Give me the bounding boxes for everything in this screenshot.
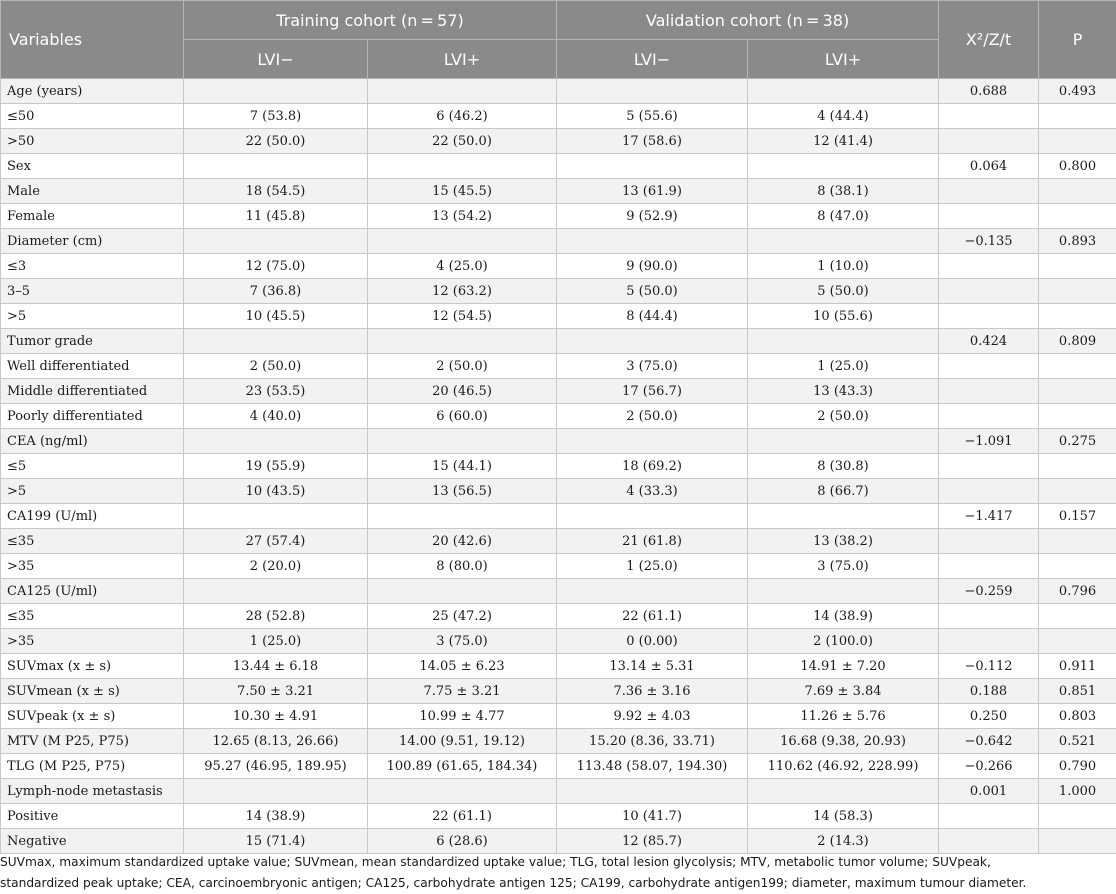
table-row [1, 679, 1116, 704]
validation-lvi-pos-cell: 10 (55.6) [748, 304, 939, 329]
validation-lvi-pos-cell: 2 (50.0) [748, 404, 939, 429]
test-statistic-cell [939, 604, 1039, 629]
training-lvi-pos-cell: 15 (44.1) [368, 454, 557, 479]
validation-lvi-pos-cell: 4 (44.4) [748, 104, 939, 129]
training-lvi-neg-cell [184, 579, 368, 604]
validation-lvi-pos-cell [748, 579, 939, 604]
p-value-cell [1039, 379, 1116, 404]
validation-lvi-neg-cell [557, 79, 748, 104]
validation-lvi-pos-cell: 14 (38.9) [748, 604, 939, 629]
header-validation-cohort: Validation cohort (n = 38) [557, 1, 939, 40]
p-value-cell: 0.893 [1039, 229, 1116, 254]
test-statistic-cell: 0.188 [939, 679, 1039, 704]
variable-cell: Female [1, 204, 184, 229]
p-value-cell [1039, 479, 1116, 504]
table-row [1, 479, 1116, 504]
p-value-cell [1039, 454, 1116, 479]
test-statistic-cell [939, 104, 1039, 129]
validation-lvi-neg-cell: 4 (33.3) [557, 479, 748, 504]
validation-lvi-pos-cell [748, 154, 939, 179]
training-lvi-neg-cell: 4 (40.0) [184, 404, 368, 429]
p-value-cell: 0.275 [1039, 429, 1116, 454]
training-lvi-pos-cell: 22 (50.0) [368, 129, 557, 154]
training-lvi-neg-cell: 19 (55.9) [184, 454, 368, 479]
table-row [1, 404, 1116, 429]
validation-lvi-pos-cell [748, 504, 939, 529]
test-statistic-cell [939, 529, 1039, 554]
training-lvi-pos-cell: 6 (60.0) [368, 404, 557, 429]
validation-lvi-neg-cell [557, 779, 748, 804]
validation-lvi-pos-cell: 13 (38.2) [748, 529, 939, 554]
training-lvi-neg-cell: 23 (53.5) [184, 379, 368, 404]
test-statistic-cell [939, 254, 1039, 279]
validation-lvi-neg-cell [557, 429, 748, 454]
header-p-value: P [1039, 1, 1116, 79]
validation-lvi-neg-cell [557, 579, 748, 604]
test-statistic-cell: 0.001 [939, 779, 1039, 804]
p-value-cell: 1.000 [1039, 779, 1116, 804]
training-lvi-neg-cell: 10 (45.5) [184, 304, 368, 329]
validation-lvi-neg-cell: 21 (61.8) [557, 529, 748, 554]
table-row [1, 154, 1116, 179]
training-lvi-pos-cell: 6 (28.6) [368, 829, 557, 854]
training-lvi-neg-cell: 10 (43.5) [184, 479, 368, 504]
training-lvi-pos-cell: 6 (46.2) [368, 104, 557, 129]
training-lvi-pos-cell [368, 504, 557, 529]
variable-cell: ≤35 [1, 604, 184, 629]
test-statistic-cell: 0.424 [939, 329, 1039, 354]
validation-lvi-pos-cell: 14.91 ± 7.20 [748, 654, 939, 679]
training-lvi-pos-cell: 8 (80.0) [368, 554, 557, 579]
validation-lvi-pos-cell: 1 (25.0) [748, 354, 939, 379]
validation-lvi-neg-cell [557, 229, 748, 254]
test-statistic-cell: 0.688 [939, 79, 1039, 104]
validation-lvi-pos-cell: 11.26 ± 5.76 [748, 704, 939, 729]
table-row [1, 829, 1116, 854]
variable-cell: Positive [1, 804, 184, 829]
p-value-cell: 0.800 [1039, 154, 1116, 179]
p-value-cell: 0.803 [1039, 704, 1116, 729]
training-lvi-pos-cell: 4 (25.0) [368, 254, 557, 279]
header-validation-lvi-pos: LVI+ [748, 40, 939, 79]
variable-cell: Sex [1, 154, 184, 179]
validation-lvi-pos-cell: 1 (10.0) [748, 254, 939, 279]
training-lvi-neg-cell: 13.44 ± 6.18 [184, 654, 368, 679]
variable-cell: Negative [1, 829, 184, 854]
variable-cell: >5 [1, 479, 184, 504]
table-row [1, 304, 1116, 329]
header-training-lvi-neg: LVI− [184, 40, 368, 79]
training-lvi-neg-cell [184, 79, 368, 104]
variable-cell: Diameter (cm) [1, 229, 184, 254]
validation-lvi-pos-cell: 110.62 (46.92, 228.99) [748, 754, 939, 779]
validation-lvi-neg-cell: 113.48 (58.07, 194.30) [557, 754, 748, 779]
variable-cell: >50 [1, 129, 184, 154]
validation-lvi-pos-cell: 8 (38.1) [748, 179, 939, 204]
p-value-cell [1039, 204, 1116, 229]
header-training-cohort: Training cohort (n = 57) [184, 1, 557, 40]
validation-lvi-neg-cell: 17 (58.6) [557, 129, 748, 154]
footnote-line-1: SUVmax, maximum standardized uptake value; SUVmean, mean standardized uptake value; TLG, total lesion glycolysis; MTV, metabolic tumor volume; SUVpeak, [0, 855, 991, 869]
p-value-cell [1039, 279, 1116, 304]
training-lvi-pos-cell: 13 (54.2) [368, 204, 557, 229]
training-lvi-neg-cell: 15 (71.4) [184, 829, 368, 854]
training-lvi-neg-cell [184, 329, 368, 354]
variable-cell: CA125 (U/ml) [1, 579, 184, 604]
training-lvi-neg-cell [184, 504, 368, 529]
table-row [1, 604, 1116, 629]
validation-lvi-neg-cell: 5 (50.0) [557, 279, 748, 304]
training-lvi-neg-cell: 2 (50.0) [184, 354, 368, 379]
training-lvi-pos-cell [368, 229, 557, 254]
training-lvi-neg-cell [184, 229, 368, 254]
table-row [1, 504, 1116, 529]
table-row [1, 104, 1116, 129]
validation-lvi-neg-cell [557, 154, 748, 179]
validation-lvi-neg-cell: 22 (61.1) [557, 604, 748, 629]
variable-cell: SUVmax (x ± s) [1, 654, 184, 679]
variable-cell: TLG (M P25, P75) [1, 754, 184, 779]
test-statistic-cell [939, 179, 1039, 204]
validation-lvi-pos-cell [748, 79, 939, 104]
test-statistic-cell [939, 554, 1039, 579]
validation-lvi-pos-cell: 5 (50.0) [748, 279, 939, 304]
p-value-cell [1039, 629, 1116, 654]
validation-lvi-pos-cell [748, 779, 939, 804]
variable-cell: ≤35 [1, 529, 184, 554]
variable-cell: >35 [1, 629, 184, 654]
training-lvi-neg-cell: 11 (45.8) [184, 204, 368, 229]
validation-lvi-pos-cell [748, 429, 939, 454]
variable-cell: >35 [1, 554, 184, 579]
training-lvi-pos-cell: 20 (46.5) [368, 379, 557, 404]
p-value-cell: 0.790 [1039, 754, 1116, 779]
training-lvi-neg-cell: 14 (38.9) [184, 804, 368, 829]
test-statistic-cell [939, 479, 1039, 504]
training-lvi-pos-cell: 100.89 (61.65, 184.34) [368, 754, 557, 779]
table-row [1, 229, 1116, 254]
test-statistic-cell [939, 279, 1039, 304]
table-row [1, 454, 1116, 479]
variable-cell: CEA (ng/ml) [1, 429, 184, 454]
p-value-cell: 0.911 [1039, 654, 1116, 679]
validation-lvi-neg-cell: 0 (0.00) [557, 629, 748, 654]
test-statistic-cell [939, 829, 1039, 854]
variable-cell: Poorly differentiated [1, 404, 184, 429]
p-value-cell [1039, 529, 1116, 554]
validation-lvi-neg-cell: 12 (85.7) [557, 829, 748, 854]
p-value-cell [1039, 354, 1116, 379]
p-value-cell [1039, 104, 1116, 129]
training-lvi-neg-cell: 7 (53.8) [184, 104, 368, 129]
table-row [1, 754, 1116, 779]
variable-cell: SUVmean (x ± s) [1, 679, 184, 704]
test-statistic-cell [939, 129, 1039, 154]
validation-lvi-pos-cell: 8 (30.8) [748, 454, 939, 479]
p-value-cell [1039, 404, 1116, 429]
variable-cell: Middle differentiated [1, 379, 184, 404]
training-lvi-neg-cell: 18 (54.5) [184, 179, 368, 204]
validation-lvi-pos-cell: 8 (47.0) [748, 204, 939, 229]
p-value-cell [1039, 179, 1116, 204]
variable-cell: Tumor grade [1, 329, 184, 354]
p-value-cell [1039, 554, 1116, 579]
table-row [1, 554, 1116, 579]
validation-lvi-neg-cell: 9 (90.0) [557, 254, 748, 279]
variable-cell: SUVpeak (x ± s) [1, 704, 184, 729]
p-value-cell [1039, 254, 1116, 279]
training-lvi-pos-cell [368, 79, 557, 104]
validation-lvi-neg-cell: 9.92 ± 4.03 [557, 704, 748, 729]
validation-lvi-pos-cell: 2 (14.3) [748, 829, 939, 854]
test-statistic-cell [939, 204, 1039, 229]
training-lvi-pos-cell [368, 429, 557, 454]
training-lvi-neg-cell: 12 (75.0) [184, 254, 368, 279]
table-body [1, 79, 1116, 854]
variable-cell: Well differentiated [1, 354, 184, 379]
training-lvi-pos-cell: 13 (56.5) [368, 479, 557, 504]
training-lvi-pos-cell [368, 154, 557, 179]
training-lvi-neg-cell [184, 154, 368, 179]
training-lvi-neg-cell: 95.27 (46.95, 189.95) [184, 754, 368, 779]
validation-lvi-pos-cell [748, 329, 939, 354]
training-lvi-pos-cell: 12 (54.5) [368, 304, 557, 329]
training-lvi-pos-cell: 10.99 ± 4.77 [368, 704, 557, 729]
validation-lvi-pos-cell: 8 (66.7) [748, 479, 939, 504]
p-value-cell: 0.157 [1039, 504, 1116, 529]
training-lvi-pos-cell: 15 (45.5) [368, 179, 557, 204]
validation-lvi-neg-cell: 18 (69.2) [557, 454, 748, 479]
validation-lvi-neg-cell: 10 (41.7) [557, 804, 748, 829]
p-value-cell: 0.493 [1039, 79, 1116, 104]
validation-lvi-neg-cell: 5 (55.6) [557, 104, 748, 129]
table-row [1, 729, 1116, 754]
p-value-cell [1039, 604, 1116, 629]
table-row [1, 629, 1116, 654]
training-lvi-neg-cell: 28 (52.8) [184, 604, 368, 629]
test-statistic-cell: 0.064 [939, 154, 1039, 179]
test-statistic-cell [939, 404, 1039, 429]
validation-lvi-neg-cell: 9 (52.9) [557, 204, 748, 229]
training-lvi-neg-cell: 27 (57.4) [184, 529, 368, 554]
test-statistic-cell: −1.417 [939, 504, 1039, 529]
training-lvi-pos-cell [368, 579, 557, 604]
training-lvi-neg-cell: 22 (50.0) [184, 129, 368, 154]
validation-lvi-neg-cell: 13 (61.9) [557, 179, 748, 204]
table-row [1, 279, 1116, 304]
table-footnote [0, 852, 1110, 894]
training-lvi-pos-cell: 25 (47.2) [368, 604, 557, 629]
validation-lvi-pos-cell: 16.68 (9.38, 20.93) [748, 729, 939, 754]
training-lvi-pos-cell: 14.05 ± 6.23 [368, 654, 557, 679]
training-lvi-pos-cell: 20 (42.6) [368, 529, 557, 554]
validation-lvi-neg-cell: 15.20 (8.36, 33.71) [557, 729, 748, 754]
training-lvi-neg-cell: 1 (25.0) [184, 629, 368, 654]
variable-cell: >5 [1, 304, 184, 329]
training-lvi-neg-cell [184, 429, 368, 454]
variable-cell: ≤50 [1, 104, 184, 129]
test-statistic-cell [939, 629, 1039, 654]
test-statistic-cell [939, 804, 1039, 829]
variable-cell: ≤3 [1, 254, 184, 279]
training-lvi-pos-cell [368, 779, 557, 804]
training-lvi-pos-cell: 3 (75.0) [368, 629, 557, 654]
training-lvi-pos-cell: 22 (61.1) [368, 804, 557, 829]
header-variables: Variables [1, 1, 184, 79]
test-statistic-cell [939, 304, 1039, 329]
test-statistic-cell: −0.135 [939, 229, 1039, 254]
p-value-cell [1039, 829, 1116, 854]
table-row [1, 79, 1116, 104]
validation-lvi-neg-cell: 13.14 ± 5.31 [557, 654, 748, 679]
variable-cell: Male [1, 179, 184, 204]
table-row [1, 704, 1116, 729]
table-row [1, 179, 1116, 204]
test-statistic-cell: −0.112 [939, 654, 1039, 679]
training-lvi-neg-cell: 12.65 (8.13, 26.66) [184, 729, 368, 754]
p-value-cell: 0.809 [1039, 329, 1116, 354]
table-row [1, 429, 1116, 454]
header-row-1 [1, 1, 1116, 40]
variable-cell: Lymph-node metastasis [1, 779, 184, 804]
table-row [1, 529, 1116, 554]
validation-lvi-neg-cell [557, 504, 748, 529]
p-value-cell: 0.851 [1039, 679, 1116, 704]
training-lvi-pos-cell: 14.00 (9.51, 19.12) [368, 729, 557, 754]
training-lvi-neg-cell: 10.30 ± 4.91 [184, 704, 368, 729]
header-test-statistic: X²/Z/t [939, 1, 1039, 79]
validation-lvi-neg-cell: 2 (50.0) [557, 404, 748, 429]
test-statistic-cell: 0.250 [939, 704, 1039, 729]
validation-lvi-neg-cell: 17 (56.7) [557, 379, 748, 404]
training-lvi-neg-cell [184, 779, 368, 804]
validation-lvi-neg-cell: 1 (25.0) [557, 554, 748, 579]
variable-cell: Age (years) [1, 79, 184, 104]
test-statistic-cell: −0.266 [939, 754, 1039, 779]
table-row [1, 129, 1116, 154]
training-lvi-neg-cell: 7 (36.8) [184, 279, 368, 304]
table-row [1, 579, 1116, 604]
validation-lvi-pos-cell: 13 (43.3) [748, 379, 939, 404]
table-row [1, 204, 1116, 229]
training-lvi-pos-cell: 12 (63.2) [368, 279, 557, 304]
table-row [1, 379, 1116, 404]
test-statistic-cell: −1.091 [939, 429, 1039, 454]
test-statistic-cell [939, 379, 1039, 404]
test-statistic-cell [939, 354, 1039, 379]
validation-lvi-pos-cell [748, 229, 939, 254]
p-value-cell [1039, 129, 1116, 154]
p-value-cell: 0.521 [1039, 729, 1116, 754]
table-row [1, 354, 1116, 379]
p-value-cell [1039, 804, 1116, 829]
training-lvi-pos-cell: 2 (50.0) [368, 354, 557, 379]
training-lvi-pos-cell: 7.75 ± 3.21 [368, 679, 557, 704]
variable-cell: ≤5 [1, 454, 184, 479]
validation-lvi-neg-cell: 8 (44.4) [557, 304, 748, 329]
training-lvi-neg-cell: 2 (20.0) [184, 554, 368, 579]
validation-lvi-neg-cell: 7.36 ± 3.16 [557, 679, 748, 704]
validation-lvi-pos-cell: 7.69 ± 3.84 [748, 679, 939, 704]
header-training-lvi-pos: LVI+ [368, 40, 557, 79]
validation-lvi-pos-cell: 12 (41.4) [748, 129, 939, 154]
table-row [1, 654, 1116, 679]
validation-lvi-pos-cell: 14 (58.3) [748, 804, 939, 829]
validation-lvi-pos-cell: 3 (75.0) [748, 554, 939, 579]
validation-lvi-pos-cell: 2 (100.0) [748, 629, 939, 654]
table-row [1, 329, 1116, 354]
p-value-cell: 0.796 [1039, 579, 1116, 604]
test-statistic-cell [939, 454, 1039, 479]
p-value-cell [1039, 304, 1116, 329]
footnote-line-2: standardized peak uptake; CEA, carcinoembryonic antigen; CA125, carbohydrate antigen 125; CA199, carbohydrate antigen199; diameter, maximum tumour diameter. [0, 876, 1027, 890]
header-validation-lvi-neg: LVI− [557, 40, 748, 79]
test-statistic-cell: −0.259 [939, 579, 1039, 604]
training-lvi-neg-cell: 7.50 ± 3.21 [184, 679, 368, 704]
test-statistic-cell: −0.642 [939, 729, 1039, 754]
table-row [1, 804, 1116, 829]
validation-lvi-neg-cell [557, 329, 748, 354]
table-row [1, 254, 1116, 279]
variable-cell: MTV (M P25, P75) [1, 729, 184, 754]
variable-cell: CA199 (U/ml) [1, 504, 184, 529]
training-lvi-pos-cell [368, 329, 557, 354]
variable-cell: 3–5 [1, 279, 184, 304]
table-row [1, 779, 1116, 804]
validation-lvi-neg-cell: 3 (75.0) [557, 354, 748, 379]
